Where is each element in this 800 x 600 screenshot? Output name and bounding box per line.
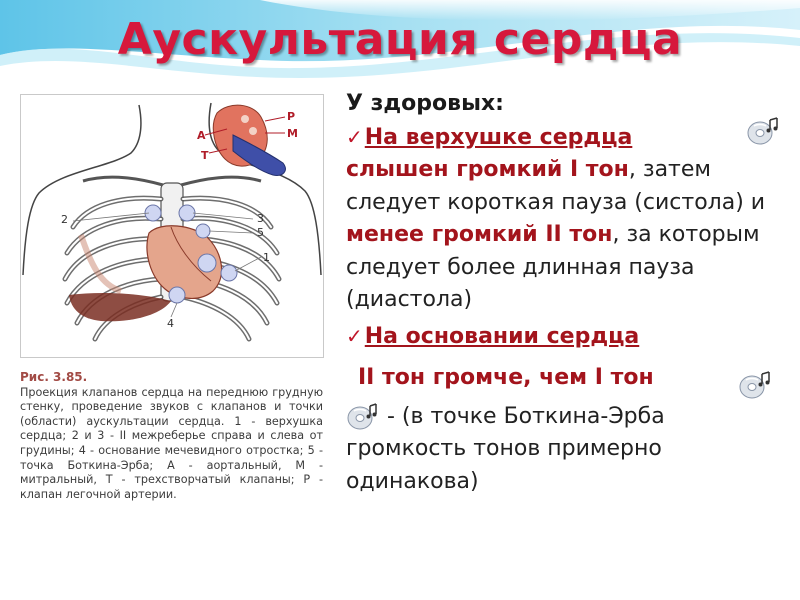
- label-1: 1: [263, 251, 270, 264]
- item2-paragraph: [346, 320, 786, 354]
- item2-tone-line: [346, 362, 786, 395]
- item1-location: На верхушке сердца: [364, 124, 633, 150]
- slide-title: Аускультация сердца: [117, 14, 683, 65]
- label-5: 5: [257, 226, 264, 239]
- check-icon: ✓: [346, 124, 363, 149]
- label-a: А: [197, 129, 206, 142]
- figure-caption: [20, 370, 323, 502]
- item1-paragraph: [346, 121, 786, 317]
- item2-text: - (в точке Боткина-Эрба громкость тонов примерно одинакова): [346, 403, 665, 494]
- item2-tone-compare: II тон громче, чем I тон: [358, 365, 654, 390]
- content-text: [346, 88, 786, 498]
- item2-note: [346, 401, 786, 499]
- label-p: Р: [287, 110, 296, 123]
- check-icon: ✓: [346, 323, 363, 348]
- label-2: 2: [61, 213, 68, 226]
- label-4: 4: [167, 317, 174, 330]
- chest-diagram: [21, 95, 323, 357]
- figure-caption-text: Проекция клапанов сердца на переднюю грудную стенку, проведение звуков с клапанов и точки (области) аускультации сердца. 1 - верхушка сердца; 2 и 3 - II межреберье справа и слева от грудины; 4 - основание мечевидного отростка; 5 - точка Боткина-Эрба; А - аортальный, М - митральный, Т - трехстворчатый клапаны; Р - клапан легочной артерии.: [20, 385, 323, 501]
- item1-second-tone: менее громкий II тон: [346, 222, 613, 247]
- item1-first-tone: слышен громкий I тон: [346, 157, 629, 182]
- label-m: М: [287, 127, 298, 140]
- music-disc-icon[interactable]: [746, 114, 782, 148]
- item1-text1: затем следует короткая пауза (систола) и: [346, 157, 766, 215]
- item1-text2: , за которым следует более длинная пауза (диастола): [346, 222, 760, 312]
- figure-number: Рис. 3.85.: [20, 370, 88, 384]
- music-disc-icon[interactable]: [738, 368, 774, 402]
- label-3: 3: [257, 212, 264, 225]
- content-heading: У здоровых:: [346, 91, 504, 116]
- label-t: Т: [201, 149, 209, 162]
- chest-auscultation-figure: [20, 94, 324, 358]
- music-disc-icon[interactable]: [346, 402, 380, 432]
- item1-comma: ,: [628, 157, 636, 182]
- item2-location: На основании сердца: [364, 323, 640, 349]
- valve-inset: [205, 105, 285, 175]
